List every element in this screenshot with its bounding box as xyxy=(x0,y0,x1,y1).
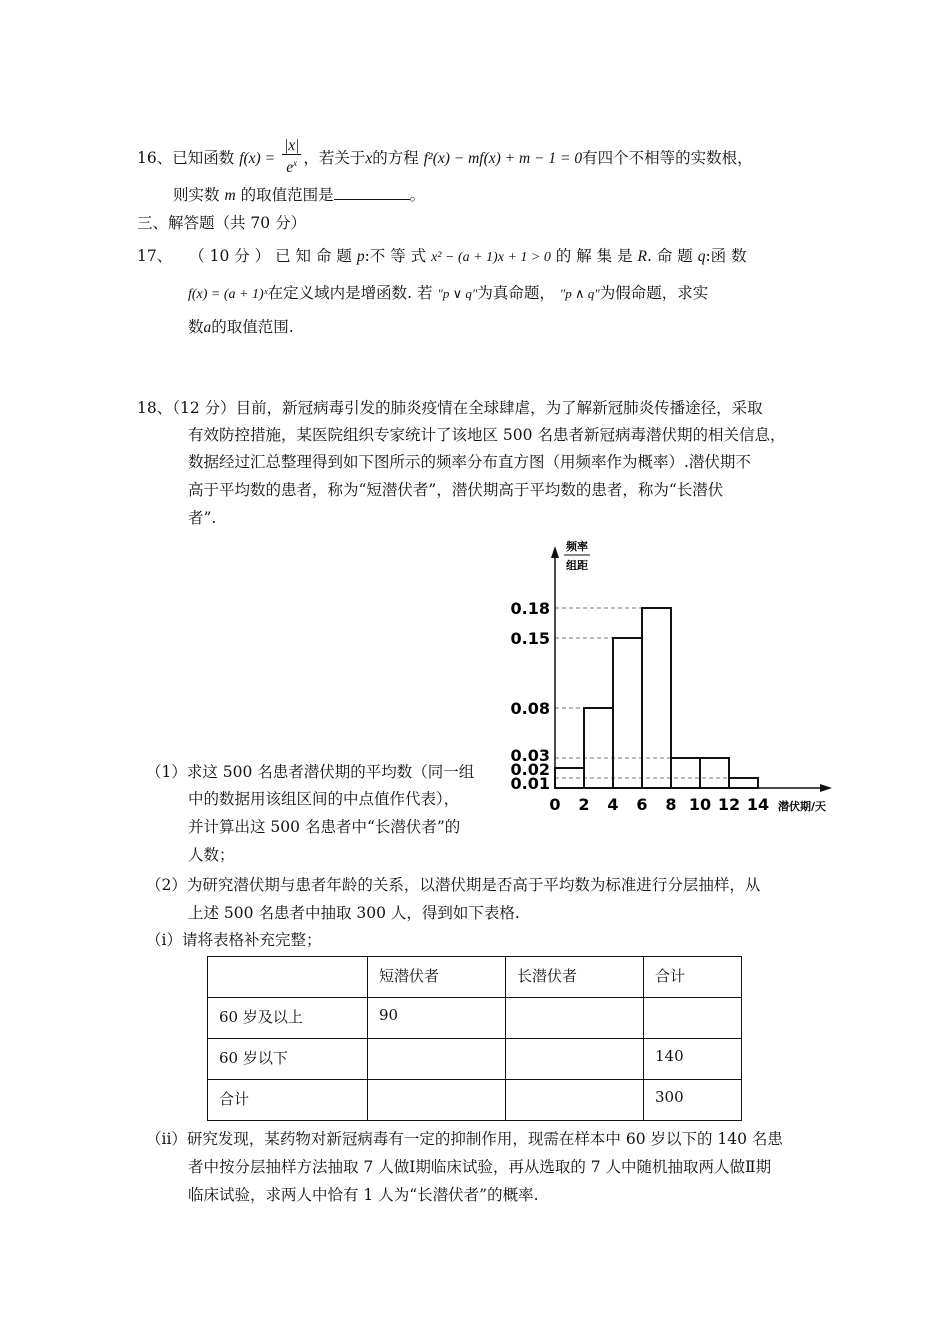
table-cell[interactable] xyxy=(506,1080,644,1121)
q16-func: f(x) = xyxy=(239,150,276,168)
histogram-bar xyxy=(671,758,700,788)
section-heading: 三、解答题（共 70 分） xyxy=(137,214,307,232)
table-row xyxy=(208,998,742,1039)
q17-por: "p ∨ q" xyxy=(437,286,478,301)
q17-line3 xyxy=(188,315,294,337)
q17-l2a: 在定义域内是增函数. 若 xyxy=(267,284,433,302)
q16-number: 16、 xyxy=(137,149,173,168)
y-tick-label: 0.02 xyxy=(510,760,550,779)
x-tick-label: 2 xyxy=(578,795,590,814)
q16-line1 xyxy=(137,137,753,178)
histogram-bar xyxy=(729,778,758,788)
q16-lead: 已知函数 xyxy=(172,149,235,168)
histogram-bar xyxy=(613,638,642,788)
x-tick-label: 8 xyxy=(665,795,677,814)
q16-answer-blank[interactable] xyxy=(334,185,410,200)
q17-line1 xyxy=(137,244,747,266)
q18-part2ii-1: 者中按分层抽样方法抽取 7 人做Ⅰ期临床试验，再从选取的 7 人中随机抽取两人做Ⅱ期 xyxy=(188,1158,772,1176)
q17-l2b: 为真命题， xyxy=(477,284,555,302)
q17-func: f(x) = (a + 1)ˣ xyxy=(188,287,268,302)
q16-tail: 有四个不相等的实数根， xyxy=(582,149,753,168)
q17-pand: "p ∧ q" xyxy=(559,286,600,301)
q16-frac-num: |x| xyxy=(283,137,300,154)
x-tick-label: 4 xyxy=(607,795,619,814)
y-tick-label: 0.01 xyxy=(510,774,550,793)
table-cell: 60 岁及以上 xyxy=(208,998,368,1039)
histogram-bar xyxy=(700,758,729,788)
q17-number: 17、 xyxy=(137,247,173,265)
stratified-table xyxy=(207,956,742,1121)
q18-line-1: 有效防控措施，某医院组织专家统计了该地区 500 名患者新冠病毒潜伏期的相关信息， xyxy=(188,426,786,444)
q17-l3b: 的取值范围. xyxy=(211,318,294,336)
q18-part1-1: 中的数据用该组区间的中点值作代表）， xyxy=(188,790,460,808)
q16-equation: f²(x) − mf(x) + m − 1 = 0 xyxy=(423,150,583,168)
q16-line2 xyxy=(173,183,425,205)
q17-l1a: （ 10 分 ） 已 知 命 题 xyxy=(189,247,352,265)
table-cell: 90 xyxy=(368,998,506,1039)
q16-mid2: 的方程 xyxy=(372,149,419,168)
q18-part2ii-0: （ii）研究发现，某药物对新冠病毒有一定的抑制作用，现需在样本中 60 岁以下的 140 名患 xyxy=(146,1130,783,1148)
q18-part2ii-2: 临床试验，求两人中恰有 1 人为“长潜伏者”的概率. xyxy=(188,1186,539,1204)
table-row xyxy=(208,1039,742,1080)
q17-a: a xyxy=(203,319,212,336)
q17-l2c: 为假命题，求实 xyxy=(599,284,709,302)
q17-R: R xyxy=(637,248,647,265)
q17-l1e: :函 数 xyxy=(705,247,747,265)
q18-part2-1: 上述 500 名患者中抽取 300 人，得到如下表格. xyxy=(188,904,520,922)
q16-fraction xyxy=(282,138,301,176)
q18-part1-3: 人数； xyxy=(188,846,235,864)
x-tick-label: 14 xyxy=(746,795,770,814)
q18-part2i: （i）请将表格补充完整； xyxy=(146,931,322,949)
q16-line2-a: 则实数 xyxy=(173,186,220,204)
y-label-top: 频率 xyxy=(566,540,588,553)
table-cell: 300 xyxy=(644,1080,742,1121)
y-axis-arrow xyxy=(551,546,559,558)
q16-frac-den: $e^x$ xyxy=(286,158,298,177)
table-cell: 60 岁以下 xyxy=(208,1039,368,1080)
table-cell[interactable] xyxy=(506,998,644,1039)
q16-line2-end: 。 xyxy=(409,186,426,204)
x-axis-arrow xyxy=(820,784,832,792)
table-header-row xyxy=(208,957,742,998)
y-label-bottom: 组距 xyxy=(566,559,588,572)
table-cell[interactable] xyxy=(506,1039,644,1080)
table-row xyxy=(208,1080,742,1121)
q18-line-4: 者”. xyxy=(188,509,217,527)
q17-l1c: 的 解 集 是 xyxy=(555,247,633,265)
histogram-bar xyxy=(584,708,613,788)
q17-line2 xyxy=(188,281,708,303)
q17-l1b: :不 等 式 xyxy=(364,247,427,265)
q16-line2-b: 的取值范围是 xyxy=(240,186,334,204)
x-tick-label: 0 xyxy=(549,795,561,814)
table-cell[interactable] xyxy=(368,1039,506,1080)
q18-line-0: 18、（12 分）目前，新冠病毒引发的肺炎疫情在全球肆虐，为了解新冠肺炎传播途径，采取 xyxy=(137,399,763,417)
histogram-bar xyxy=(642,608,671,788)
q16-mid: ，若关于 xyxy=(303,149,366,168)
q18-part1-0: （1）求这 500 名患者潜伏期的平均数（同一组 xyxy=(146,763,475,781)
x-axis-label: 潜伏期/天 xyxy=(777,800,827,813)
table-cell[interactable] xyxy=(644,998,742,1039)
q17-p: p xyxy=(356,248,365,265)
table-cell: 140 xyxy=(644,1039,742,1080)
y-tick-label: 0.08 xyxy=(510,699,550,718)
x-tick-label: 12 xyxy=(717,795,741,814)
y-tick-label: 0.15 xyxy=(510,629,550,648)
table-header-cell: 长潜伏者 xyxy=(506,957,644,998)
q16-var: x xyxy=(365,150,373,168)
table-header-cell: 短潜伏者 xyxy=(368,957,506,998)
table-header-cell: 合计 xyxy=(644,957,742,998)
q17-q: q xyxy=(697,248,706,265)
q17-ineq: x² − (a + 1)x + 1 > 0 xyxy=(431,250,551,265)
q18-line-3: 高于平均数的患者，称为“短潜伏者”，潜伏期高于平均数的患者，称为“长潜伏 xyxy=(188,481,724,499)
y-tick-label: 0.18 xyxy=(510,599,550,618)
q17-l3a: 数 xyxy=(188,318,204,336)
table-cell[interactable] xyxy=(368,1080,506,1121)
q18-part2-0: （2）为研究潜伏期与患者年龄的关系，以潜伏期是否高于平均数为标准进行分层抽样，从 xyxy=(146,876,761,894)
table-header-cell xyxy=(208,957,368,998)
frequency-histogram xyxy=(500,538,840,828)
x-tick-label: 10 xyxy=(688,795,712,814)
q18-part1-2: 并计算出这 500 名患者中“长潜伏者”的 xyxy=(188,818,461,836)
q17-l1d: . 命 题 xyxy=(646,247,693,265)
table-cell: 合计 xyxy=(208,1080,368,1121)
q16-line2-var: m xyxy=(224,187,236,204)
x-tick-label: 6 xyxy=(636,795,648,814)
q18-line-2: 数据经过汇总整理得到如下图所示的频率分布直方图（用频率作为概率）.潜伏期不 xyxy=(188,453,751,471)
y-tick-label: 0.03 xyxy=(510,746,550,765)
